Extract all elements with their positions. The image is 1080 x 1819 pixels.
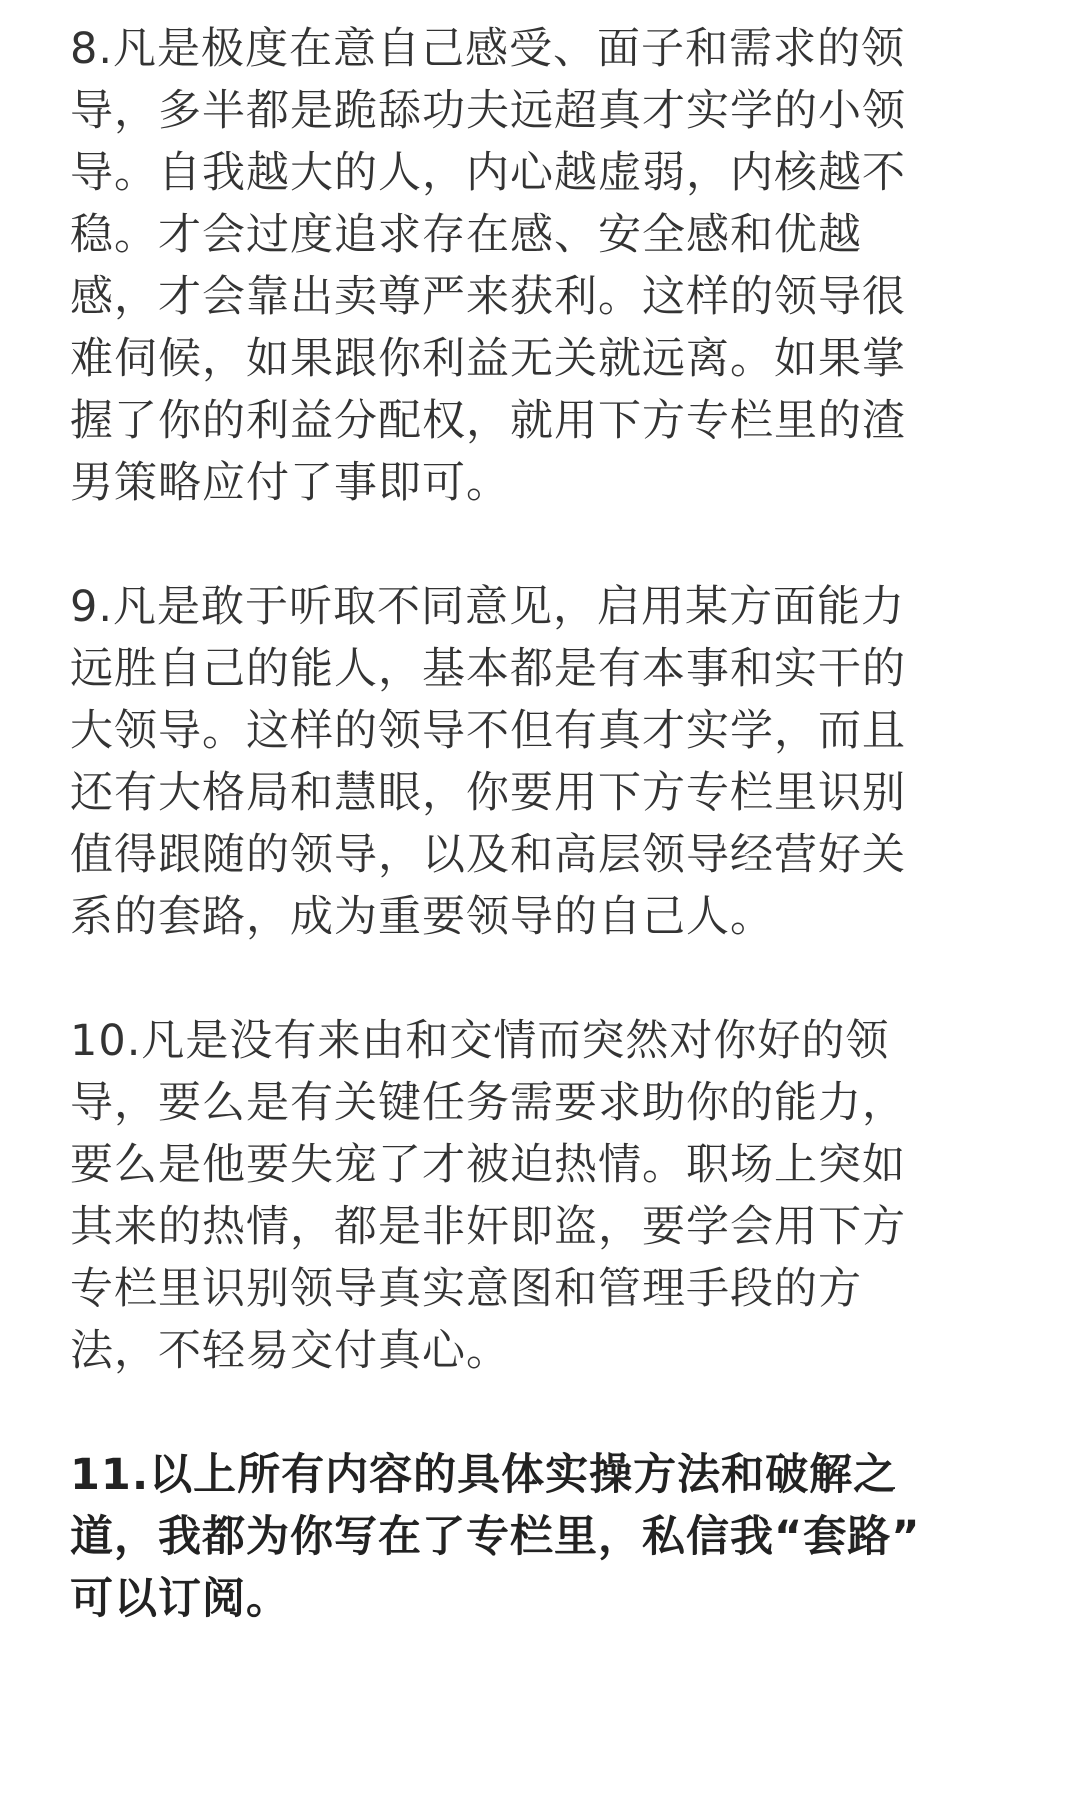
text-line: 远胜自己的能人，基本都是有本事和实干的 bbox=[70, 644, 906, 694]
text-line: 男策略应付了事即可。 bbox=[70, 458, 510, 508]
paragraph-8 bbox=[70, 18, 1000, 514]
text-line: 其来的热情，都是非奸即盗，要学会用下方 bbox=[70, 1202, 906, 1252]
text-line: 稳。才会过度追求存在感、安全感和优越 bbox=[70, 210, 862, 260]
text-line: 系的套路，成为重要领导的自己人。 bbox=[70, 892, 774, 942]
text-line: 8.凡是极度在意自己感受、面子和需求的领 bbox=[70, 24, 906, 74]
text-line: 还有大格局和慧眼，你要用下方专栏里识别 bbox=[70, 768, 906, 818]
paragraph-spacer bbox=[70, 1382, 1000, 1444]
paragraph-11-call-to-action bbox=[70, 1444, 1000, 1630]
text-line: 导，多半都是跪舔功夫远超真才实学的小领 bbox=[70, 86, 906, 136]
text-line: 9.凡是敢于听取不同意见，启用某方面能力 bbox=[70, 582, 906, 632]
text-line: 道，我都为你写在了专栏里，私信我“套路” bbox=[70, 1512, 921, 1562]
text-line: 感，才会靠出卖尊严来获利。这样的领导很 bbox=[70, 272, 906, 322]
text-line: 导，要么是有关键任务需要求助你的能力， bbox=[70, 1078, 906, 1128]
text-line: 11.以上所有内容的具体实操方法和破解之 bbox=[70, 1450, 898, 1500]
text-line: 值得跟随的领导，以及和高层领导经营好关 bbox=[70, 830, 906, 880]
text-line: 可以订阅。 bbox=[70, 1574, 290, 1624]
text-line: 难伺候，如果跟你利益无关就远离。如果掌 bbox=[70, 334, 906, 384]
paragraph-10 bbox=[70, 1010, 1000, 1382]
text-line: 要么是他要失宠了才被迫热情。职场上突如 bbox=[70, 1140, 906, 1190]
text-line: 大领导。这样的领导不但有真才实学，而且 bbox=[70, 706, 906, 756]
text-line: 握了你的利益分配权，就用下方专栏里的渣 bbox=[70, 396, 906, 446]
text-line: 法，不轻易交付真心。 bbox=[70, 1326, 510, 1376]
paragraph-spacer bbox=[70, 514, 1000, 576]
paragraph-9 bbox=[70, 576, 1000, 948]
text-line: 专栏里识别领导真实意图和管理手段的方 bbox=[70, 1264, 862, 1314]
paragraph-spacer bbox=[70, 948, 1000, 1010]
article-body bbox=[70, 18, 1000, 1630]
text-line: 10.凡是没有来由和交情而突然对你好的领 bbox=[70, 1016, 890, 1066]
text-line: 导。自我越大的人，内心越虚弱，内核越不 bbox=[70, 148, 906, 198]
